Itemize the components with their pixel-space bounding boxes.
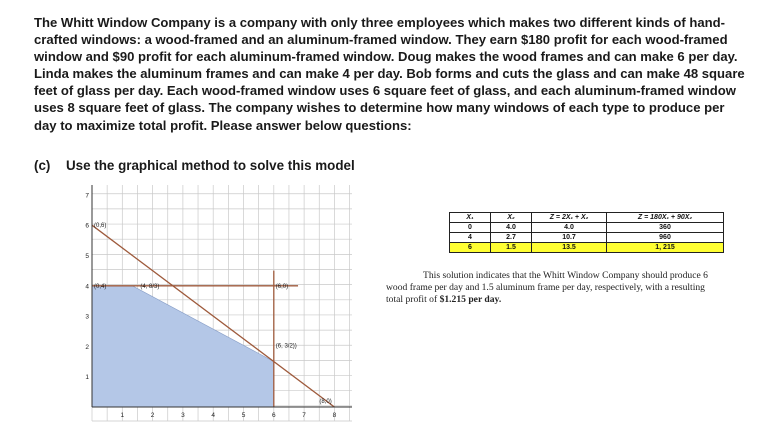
problem-statement: The Whitt Window Company is a company with only three employees which makes two different kinds of hand-crafted windows: a wood-framed and an aluminum-framed window. They earn $180 profit for each wood-framed window and $90 profit for each aluminum-framed window. Doug makes the wood frames and can make 6 per day. Linda makes the aluminum frames and can make 4 per day. Bob forms and cuts the glass and can make 48 square feet of glass per day. Each wood-framed window uses 6 square feet of glass, and each aluminum-framed window uses 8 square feet of glass. The company wishes to determine how many windows of each type to produce per day to maximize total profit. Please answer below questions:	[34, 15, 745, 133]
table-cell: 0	[450, 223, 491, 233]
table-cell: 960	[607, 233, 724, 243]
y-tick-label: 2	[85, 343, 89, 351]
table-row-optimal	[450, 243, 724, 253]
point-label: (6,0)	[275, 283, 289, 290]
table-header-x1: X₁	[450, 213, 491, 223]
table-cell: 4.0	[532, 223, 607, 233]
part-c-label: (c)	[34, 158, 51, 173]
point-label: (6, 3/2))	[275, 343, 297, 350]
point-label: (8,0)	[319, 399, 332, 405]
table-header-row	[450, 213, 724, 223]
conclusion-text	[386, 270, 754, 307]
x-tick-label: 7	[302, 412, 306, 419]
point-label: (0,6)	[94, 223, 107, 230]
conclusion-line-1: This solution indicates that the Whitt Window Company should produce 6	[423, 270, 708, 281]
table-cell: 4.0	[491, 223, 532, 233]
graphical-solution-chart	[82, 185, 352, 425]
table-row	[450, 233, 724, 243]
table-cell: 1.5	[491, 243, 532, 253]
table-header-x2: X₂	[491, 213, 532, 223]
x-tick-label: 1	[120, 412, 125, 419]
table-header-z-profit: Z = 180X₁ + 90X₂	[607, 213, 724, 223]
y-tick-label: 5	[85, 253, 89, 260]
x-tick-label: 2	[150, 412, 155, 419]
table-cell: 2.7	[491, 233, 532, 243]
table-cell: 10.7	[532, 233, 607, 243]
y-tick-label: 3	[85, 313, 89, 321]
table-cell: 360	[607, 223, 724, 233]
x-tick-label: 6	[271, 412, 276, 419]
conclusion-total-profit: $1.215 per day.	[439, 294, 502, 306]
y-tick-label: 1	[85, 374, 89, 382]
corner-point-table	[449, 212, 724, 253]
x-tick-label: 4	[211, 412, 216, 419]
conclusion-line-3-prefix: total profit of	[386, 294, 440, 306]
point-label: (0,4)	[94, 283, 107, 290]
y-tick-label: 6	[85, 222, 89, 230]
y-tick-label: 7	[85, 192, 89, 200]
table-cell: 4	[450, 233, 491, 243]
point-label: (4, 8/3)	[140, 283, 160, 290]
table-row	[450, 223, 724, 233]
conclusion-line-2: wood frame per day and 1.5 aluminum frame per day, respectively, with a resulting	[386, 282, 705, 294]
table-cell: 1, 215	[607, 243, 724, 253]
part-c-heading	[34, 158, 355, 173]
x-tick-label: 3	[181, 412, 185, 419]
table-header-z-simple: Z = 2X₁ + X₂	[532, 213, 607, 223]
part-c-text: Use the graphical method to solve this model	[66, 158, 355, 173]
table-cell: 6	[450, 243, 491, 253]
table-cell: 13.5	[532, 243, 607, 253]
y-tick-label: 4	[85, 283, 89, 291]
x-tick-label: 5	[241, 412, 246, 419]
x-tick-label: 8	[332, 412, 337, 419]
